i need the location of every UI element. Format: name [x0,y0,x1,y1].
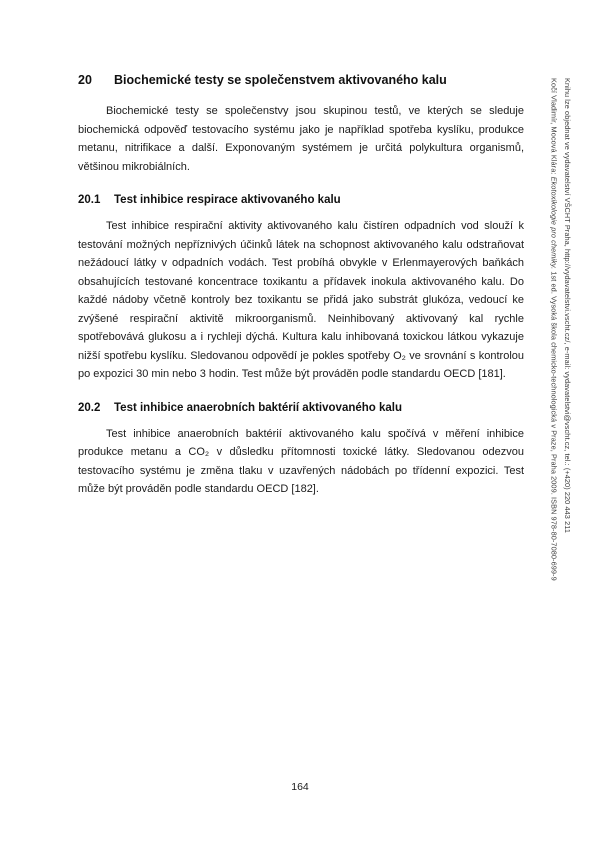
section-1-paragraph: Test inhibice respirační aktivity aktivovaného kalu čistíren odpadních vod slouží k testování možných nepříznivých účinků látek na schopnost aktivovaného kalu odstraňovat nežádoucí látky v odpadních vodách. Test probíhá obvykle v Erlenmayerových baňkách obsahujících testované koncentrace toxikantu a přídavek inokula aktivovaného kalu. Do každé nádoby včetně kontroly bez toxikantu se přidá jako substrát glukóza, vedoucí ke zvýšené respirační aktivitě mikroorganismů. Neinhibovaný aktivovaný kal rychle spotřebovává glukosu a i rychleji dýchá. Kultura kalu inhibovaná toxickou látkou vykazuje nižší spotřebu kyslíku. Sledovanou odpovědí je pokles spotřeby O₂ ve srovnání s kontrolou po expozici 30 min nebo 3 hodin. Test může být prováděn podle standardu OECD [181]. [78,220,524,380]
vertical-citation [547,78,574,598]
page-content [78,72,524,499]
intro-paragraph: Biochemické testy se společenstvy jsou skupinou testů, ve kterých se sleduje biochemická odpověď testovacího systému jako je například spotřeba kyslíku, produkce metanu, nitrifikace a další. Exponovaným systémem je určitá polykultura organismů, většinou mikrobiálních. [78,105,524,173]
section-1-heading [78,193,524,208]
section-2-paragraph: Test inhibice anaerobních baktérií aktivovaného kalu spočívá v měření inhibice produkce metanu a CO₂ v důsledku přítomnosti toxické látky. Sledovanou odezvou testovacího systému je změna tlaku v uzavřených nádobách po třídenní expozici. Test může být prováděn podle standardu OECD [182]. [78,427,524,495]
citation-line-2: Knihu lze objednat ve vydavatelství VŠCHT Praha, http://vydavatelstvi.vscht.cz/, e-mail: vydavatelstvi@vscht.cz, tel.: (+420) 220 443 211 [563,78,572,534]
citation-authors: Kočí Vladimír, Mocová Klára: [549,78,559,177]
section-2-heading [78,401,524,416]
citation-line-1 [547,78,561,598]
citation-book-title: Ekotoxikologie pro chemiky. [549,176,559,270]
section-1-number: 20.1 [78,194,101,206]
section-2-title: Test inhibice anaerobních baktérií aktivovaného kalu [114,401,403,414]
chapter-heading [78,72,524,88]
chapter-number: 20 [78,73,92,87]
chapter-title: Biochemické testy se společenstvem aktivovaného kalu [114,73,447,87]
citation-publisher-isbn: 1st ed. Vysoká škola chemicko-technologická v Praze, Praha 2009. ISBN 978-80-7080-699-9 [549,269,559,581]
page-number: 164 [291,781,309,793]
section-2-number: 20.2 [78,401,101,414]
section-1-title: Test inhibice respirace aktivovaného kalu [114,194,341,206]
